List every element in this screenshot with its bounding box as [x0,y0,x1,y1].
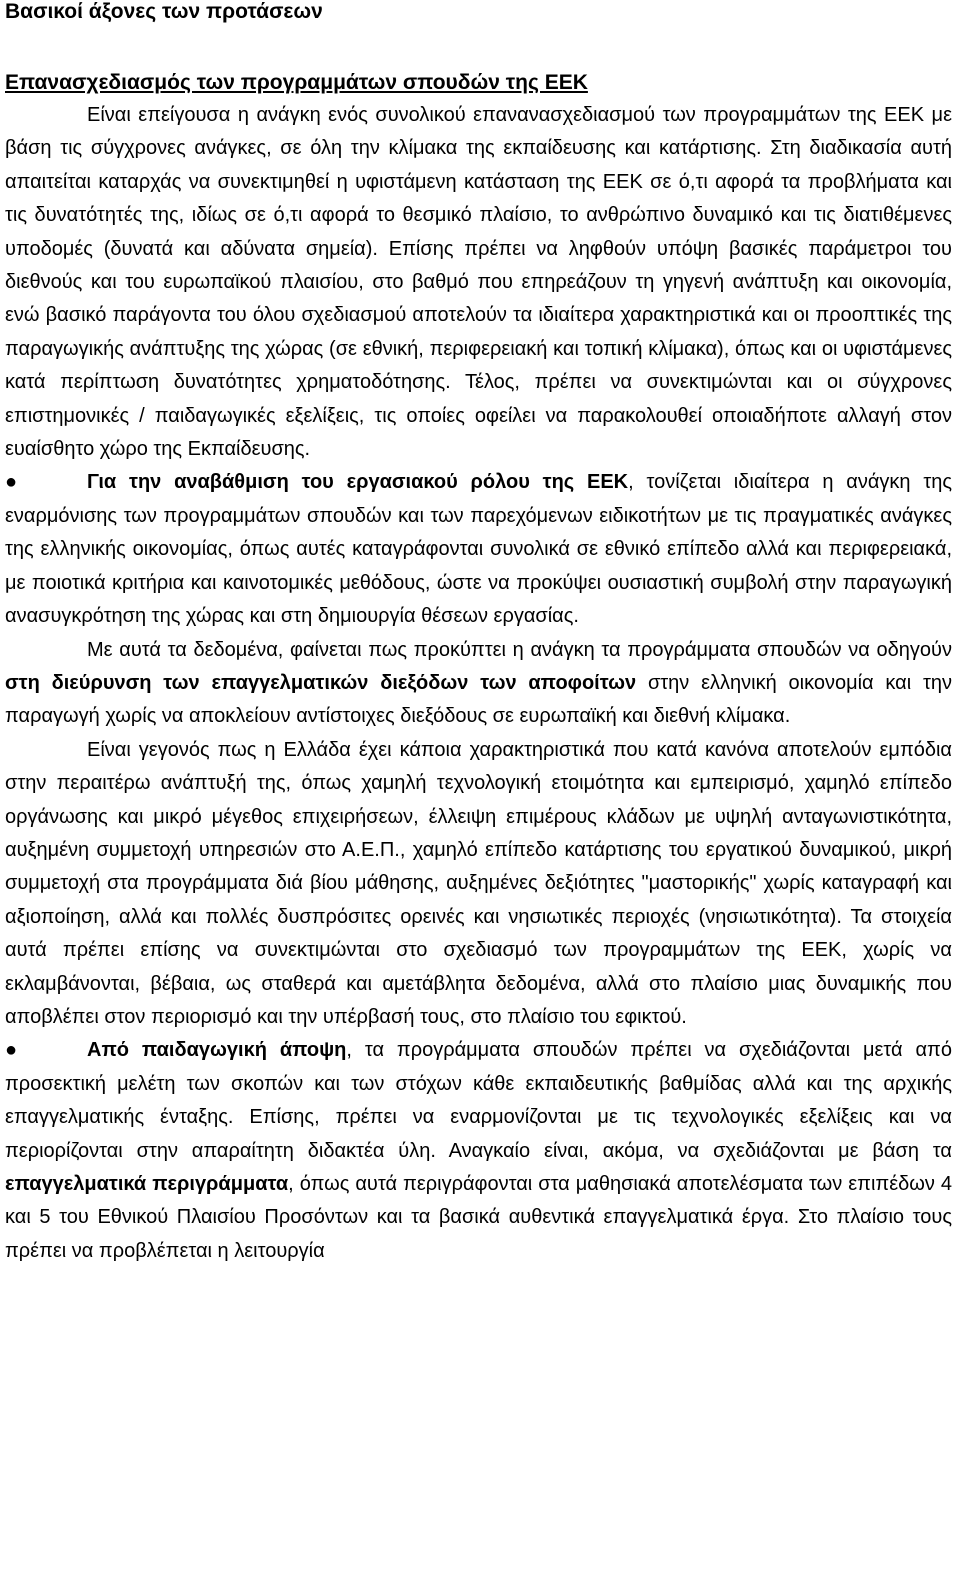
bullet-text-pedagogy: , τα προγράμματα σπουδών πρέπει να σχεδιάζονται μετά από προσεκτική μελέτη των σκοπών και των στόχων κάθε εκπαιδευτικής βαθμίδας αλλά και της αρχικής επαγγελματικής ένταξης. Επίσης, πρέπει να εναρμονίζονται με τις τεχνολογικές εξελίξεις και να περιορίζονται στην απαραίτητη διδακτέα ύλη. Αναγκαίο είναι, ακόμα, να σχεδιάζονται με βάση τα [5,1039,952,1162]
bullet-icon: ● [5,471,18,494]
paragraph-career-outlets-start: Με αυτά τα δεδομένα, φαίνεται πως προκύπτει η ανάγκη τα προγράμματα σπουδών να οδηγούν [87,638,952,661]
document-title: Βασικοί άξονες των προτάσεων [5,0,323,23]
section-heading: Επανασχεδιασμός των προγραμμάτων σπουδών της ΕΕΚ [5,71,588,94]
bullet-text-pedagogy-end: , όπως αυτά περιγράφονται στα μαθησιακά αποτελέσματα των επιπέδων 4 και 5 του Εθνικού Πλαισίου Προσόντων και τα βασικά αυθεντικά επαγγελματικά έργα. Στο πλαίσιο τους πρέπει να προβλέπεται η λειτουργία [5,1173,952,1262]
paragraph-greece-characteristics: Είναι γεγονός πως η Ελλάδα έχει κάποια χαρακτηριστικά που κατά κανόνα αποτελούν εμπόδια στην περαιτέρω ανάπτυξή της, όπως χαμηλή τεχνολογική ετοιμότητα και εμπειρισμό, χαμηλό επίπεδο οργάνωσης και μικρό μέγεθος επιχειρήσεων, έλλειψη επιμέρους κλάδων με υψηλή ανταγωνιστικότητα, αυξημένη συμμετοχή υπηρεσιών στο Α.Ε.Π., χαμηλό επίπεδο κατάρτισης του εργατικού δυναμικού, μικρή συμμετοχή στα προγράμματα διά βίου μάθησης, αυξημένες δεξιότητες "μαστορικής" χωρίς καταγραφή και αξιοποίηση, αλλά και πολλές δυσπρόσιτες ορεινές και νησιωτικές περιοχές (νησιωτικότητα). Τα στοιχεία αυτά πρέπει επίσης να συνεκτιμώνται στο σχεδιασμό των προγραμμάτων της ΕΕΚ, χωρίς να εκλαμβάνονται, βέβαια, ως σταθερά και αμετάβλητα δεδομένα, αλλά στο πλαίσιο μιας δυναμικής που αποβλέπει στον περιορισμό και την υπέρβασή τους, στο πλαίσιο του εφικτού. [5,738,952,1028]
bullet-icon: ● [5,1039,18,1062]
bullet-heading-pedagogy: Από παιδαγωγική άποψη [87,1039,347,1062]
paragraph-redesign: Είναι επείγουσα η ανάγκη ενός συνολικού επανανασχεδιασμού των προγραμμάτων της ΕΕΚ με βάση τις σύγχρονες ανάγκες, σε όλη την κλίμακα της εκπαίδευσης και κατάρτισης. Στη διαδικασία αυτή απαιτείται καταρχάς να συνεκτιμηθεί η υφιστάμενη κατάσταση της ΕΕΚ σε ό,τι αφορά τα προβλήματα και τις δυνατότητές της, ιδίως σε ό,τι αφορά το θεσμικό πλαίσιο, το ανθρώπινο δυναμικό και τις διατιθέμενες υποδομές (δυνατά και αδύνατα σημεία). Επίσης πρέπει να ληφθούν υπόψη βασικές παράμετροι του διεθνούς και του ευρωπαϊκού πλαισίου, στο βαθμό που επηρεάζουν τη γηγενή ανάπτυξη και οικονομία, ενώ βασικό παράγοντα του όλου σχεδιασμού αποτελούν τα ιδιαίτερα χαρακτηριστικά και οι προοπτικές της παραγωγικής ανάπτυξης της χώρας (σε εθνική, περιφερειακή και τοπική κλίμακα), όπως και οι υφιστάμενες κατά περίπτωση δυνατότητες χρηματοδότησης. Τέλος, πρέπει να συνεκτιμώνται και οι σύγχρονες επιστημονικές / παιδαγωγικές εξελίξεις, τις οποίες οφείλει να παρακολουθεί οποιαδήποτε αλλαγή στον ευαίσθητο χώρο της Εκπαίδευσης. [5,104,952,461]
paragraph-career-outlets [5,634,952,734]
document-page [5,0,952,1268]
bullet-paragraph-work-role [5,466,952,633]
bullet-paragraph-pedagogy [5,1034,952,1268]
paragraph-career-outlets-end: στην ελληνική οικονομία και την παραγωγή χωρίς να αποκλείουν αντίστοιχες διεξόδους σε ευρωπαϊκή και διεθνή κλίμακα. [5,671,953,728]
bullet-text-work-role: , τονίζεται ιδιαίτερα η ανάγκη της εναρμόνισης των προγραμμάτων σπουδών και των παρεχόμενων ειδικοτήτων με τις πραγματικές ανάγκες της ελληνικής οικονομίας, όπως αυτές καταγράφονται συνολικά σε εθνικό επίπεδο αλλά και περιφερειακά, με ποιοτικά κριτήρια και καινοτομικές μεθόδους, ώστε να προκύψει ουσιαστική συμβολή στην παραγωγική ανασυγκρότηση της χώρας και στη δημιουργία θέσεων εργασίας. [5,471,952,628]
bullet-emphasis-occupational-profiles: επαγγελματικά περιγράμματα [5,1173,289,1195]
paragraph-career-outlets-emphasis: στη διεύρυνση των επαγγελματικών διεξόδων των αποφοίτων [5,671,637,694]
bullet-heading-work-role: Για την αναβάθμιση του εργασιακού ρόλου της ΕΕΚ [87,471,629,494]
